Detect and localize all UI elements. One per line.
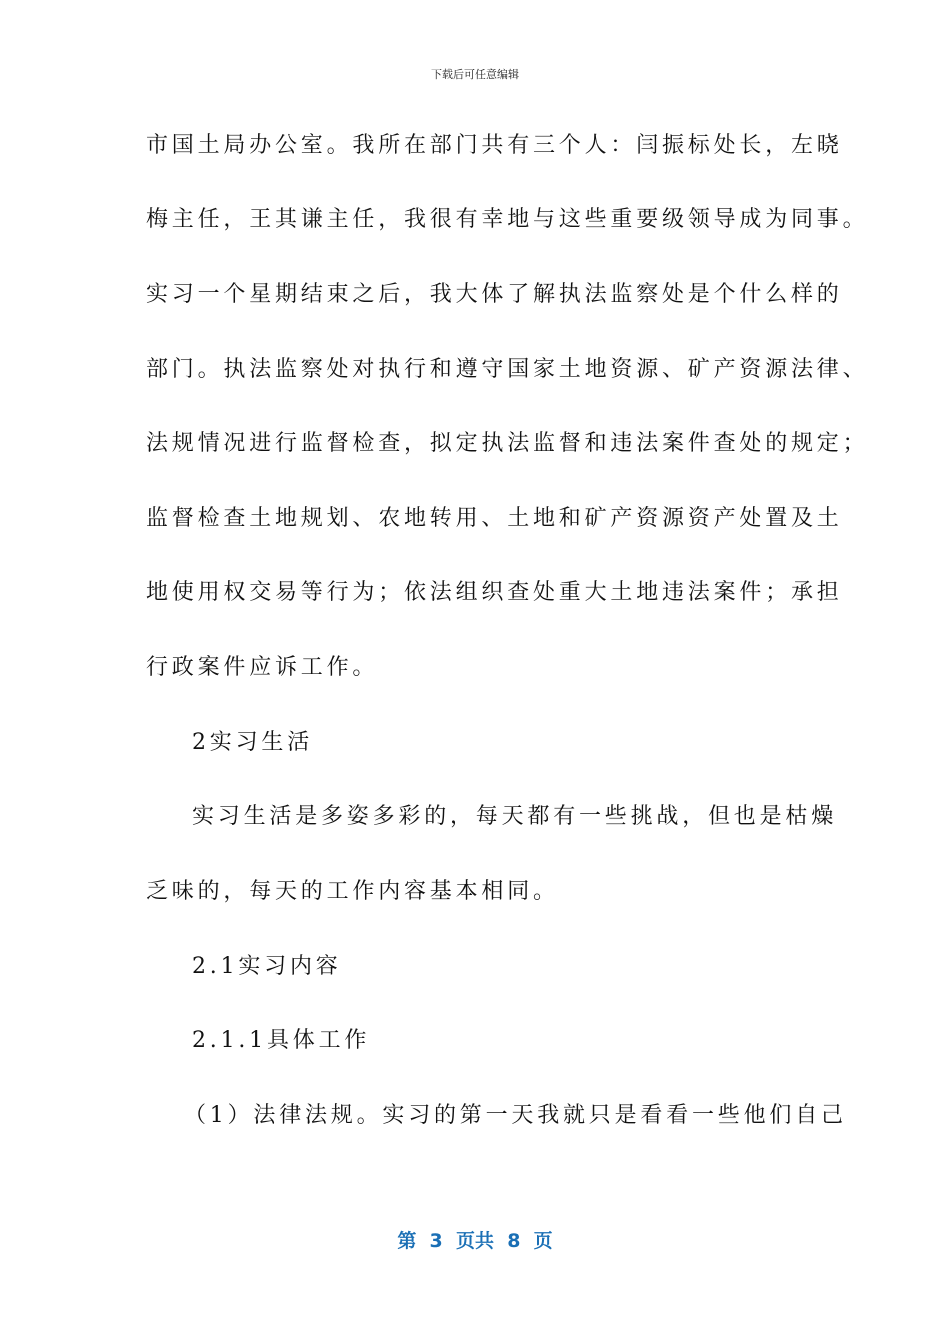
section-heading: 2.1实习内容 <box>192 954 342 979</box>
body-line: 行政案件应诉工作。 <box>146 655 379 680</box>
header-note: 下载后可任意编辑 <box>431 68 519 81</box>
body-line: （1）法律法规。实习的第一天我就只是看看一些他们自己 <box>184 1103 847 1128</box>
body-line: 地使用权交易等行为；依法组织查处重大土地违法案件；承担 <box>146 580 843 605</box>
page-number-footer: 第 3 页共 8 页 <box>397 1230 553 1252</box>
section-heading: 2实习生活 <box>192 730 313 755</box>
body-line: 部门。执法监察处对执行和遵守国家土地资源、矿产资源法律、 <box>146 357 869 382</box>
section-heading: 2.1.1具体工作 <box>192 1028 371 1053</box>
body-line: 梅主任，王其谦主任，我很有幸地与这些重要级领导成为同事。 <box>146 207 869 232</box>
body-line: 实习生活是多姿多彩的，每天都有一些挑战，但也是枯燥 <box>192 804 838 829</box>
body-line: 监督检查土地规划、农地转用、土地和矿产资源资产处置及土 <box>146 506 843 531</box>
body-line: 实习一个星期结束之后，我大体了解执法监察处是个什么样的 <box>146 282 843 307</box>
body-line: 乏味的，每天的工作内容基本相同。 <box>146 879 559 904</box>
body-line: 法规情况进行监督检查，拟定执法监督和违法案件查处的规定； <box>146 431 869 456</box>
body-line: 市国土局办公室。我所在部门共有三个人：闫振标处长，左晓 <box>146 133 843 158</box>
